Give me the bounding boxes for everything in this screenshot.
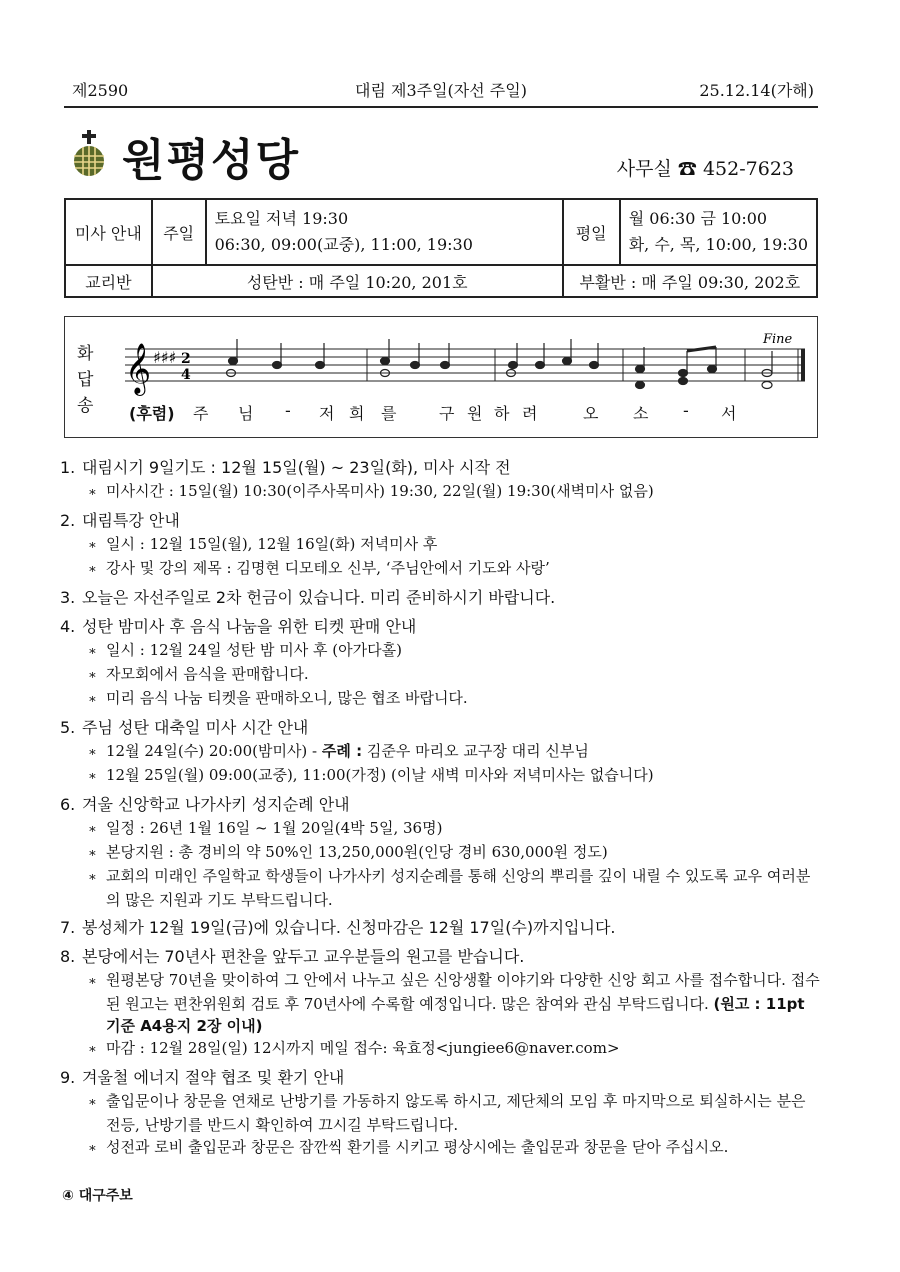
weekday-line-2: 화, 수, 목, 10:00, 19:30 xyxy=(628,235,808,254)
church-name: 원평성당 xyxy=(122,135,301,186)
psalm-label: 화 답 송 xyxy=(77,344,94,416)
mass-schedule-table xyxy=(64,198,818,298)
phone-icon: ☎ xyxy=(677,158,697,180)
weekday-label: 평일 xyxy=(563,199,620,265)
notice-detail: ∗ 마감 : 12월 28일(일) 12시까지 메일 접수: 육효정<jungiee6@naver.com> xyxy=(88,1039,620,1057)
lyric-syllable: 소 xyxy=(633,404,649,423)
notice-title: 3. 오늘은 자선주일로 2차 헌금이 있습니다. 미리 준비하시기 바랍니다. xyxy=(60,588,556,607)
lyric-syllable: 주 xyxy=(193,404,209,423)
issue-number: 제2590 xyxy=(72,81,129,100)
header-divider xyxy=(64,106,818,108)
notice-title: 1. 대림시기 9일기도 : 12월 15일(월) ~ 23일(화), 미사 시작 전 xyxy=(60,458,511,477)
liturgical-title: 대림 제3주일(자선 주일) xyxy=(355,81,527,100)
notice-item xyxy=(60,793,822,911)
treble-clef-icon: 𝄞 xyxy=(125,343,152,394)
header-bar xyxy=(64,74,818,104)
notice-detail: ∗ 원평본당 70년을 맞이하여 그 안에서 나누고 싶은 신앙생활 이야기와 다양한 신앙 회고 사를 접수합니다. 접수된 원고는 편찬위원회 검토 후 70년사에 수록할 예정입니다. 많은 참여와 관심 부탁드립니다. (원고 : 11pt 기준 A4용지 2장 이내) xyxy=(88,971,820,1035)
issue-date: 25.12.14(가해) xyxy=(699,81,814,100)
music-staff xyxy=(115,323,815,397)
catechism-label: 교리반 xyxy=(65,265,152,297)
office-label: 사무실 xyxy=(616,158,672,180)
notice-item xyxy=(60,509,822,581)
lyric-syllable: - xyxy=(683,401,689,420)
weekday-line-1: 월 06:30 금 10:00 xyxy=(628,209,768,228)
responsorial-psalm xyxy=(64,316,818,438)
svg-text:4: 4 xyxy=(181,367,191,383)
notice-title: 9. 겨울철 에너지 절약 협조 및 환기 안내 xyxy=(60,1068,345,1087)
notice-detail: ∗ 강사 및 강의 제목 : 김명현 디모테오 신부, ‘주님안에서 기도와 사랑’ xyxy=(88,559,550,577)
notice-detail: ∗ 미사시간 : 15일(월) 10:30(이주사목미사) 19:30, 22일(월) 19:30(새벽미사 없음) xyxy=(88,482,654,500)
lyric-syllable: 구 xyxy=(439,404,455,423)
church-logo-icon xyxy=(66,128,112,178)
lyric-syllable: 를 xyxy=(381,404,397,423)
notice-title: 7. 봉성체가 12월 19일(금)에 있습니다. 신청마감은 12월 17일(수)까지입니다. xyxy=(60,918,616,937)
notice-title: 6. 겨울 신앙학교 나가사키 성지순례 안내 xyxy=(60,795,350,814)
notice-detail: ∗ 12월 24일(수) 20:00(밤미사) - 주례 : 김준우 마리오 교구장 대리 신부님 xyxy=(88,742,589,760)
sunday-line-2: 06:30, 09:00(교중), 11:00, 19:30 xyxy=(214,235,473,254)
lyric-syllable: 저 xyxy=(319,404,335,423)
footer-label: ④ 대구주보 xyxy=(62,1188,133,1204)
office-contact xyxy=(617,154,794,181)
lyric-syllable: 원 xyxy=(467,404,483,423)
notice-detail: ∗ 출입문이나 창문을 연채로 난방기를 가동하지 않도록 하시고, 제단체의 모임 후 마지막으로 퇴실하시는 분은 전등, 난방기를 반드시 확인하여 끄시길 부탁드립니다. xyxy=(88,1092,806,1134)
notice-detail: ∗ 성전과 로비 출입문과 창문은 잠깐씩 환기를 시키고 평상시에는 출입문과 창문을 닫아 주십시오. xyxy=(88,1138,729,1156)
notice-item xyxy=(60,916,822,940)
time-signature: 2 xyxy=(181,351,191,367)
sunday-times xyxy=(206,199,563,265)
notice-detail: ∗ 본당지원 : 총 경비의 약 50%인 13,250,000원(인당 경비 630,000원 정도) xyxy=(88,843,608,861)
refrain-label: (후렴) xyxy=(129,404,175,423)
lyric-syllable: - xyxy=(285,401,291,420)
christmas-class: 성탄반 : 매 주일 10:20, 201호 xyxy=(152,265,563,297)
lyric-syllable: 님 xyxy=(238,404,254,423)
notice-detail: ∗ 12월 25일(월) 09:00(교중), 11:00(가정) (이날 새벽 미사와 저녁미사는 없습니다) xyxy=(88,766,654,784)
key-signature: ♯♯♯ xyxy=(153,348,177,367)
easter-class: 부활반 : 매 주일 09:30, 202호 xyxy=(563,265,817,297)
lyric-syllable: 서 xyxy=(721,404,737,423)
lyric-syllable: 하 xyxy=(494,404,510,423)
mass-label: 미사 안내 xyxy=(65,199,152,265)
sunday-line-1: 토요일 저녁 19:30 xyxy=(214,209,349,228)
notice-detail: ∗ 미리 음식 나눔 티켓을 판매하오니, 많은 협조 바랍니다. xyxy=(88,689,468,707)
notice-item xyxy=(60,615,822,711)
notice-detail: ∗ 자모회에서 음식을 판매합니다. xyxy=(88,665,309,683)
notice-list xyxy=(60,456,822,1165)
notice-item xyxy=(60,945,822,1061)
psalm-lyrics xyxy=(125,401,815,425)
notice-title: 4. 성탄 밤미사 후 음식 나눔을 위한 티켓 판매 안내 xyxy=(60,617,417,636)
fine-mark: Fine xyxy=(763,332,793,347)
notice-title: 5. 주님 성탄 대축일 미사 시간 안내 xyxy=(60,718,309,737)
lyric-syllable: 오 xyxy=(583,404,599,423)
notice-item xyxy=(60,586,822,610)
notice-detail: ∗ 교회의 미래인 주일학교 학생들이 나가사키 성지순례를 통해 신앙의 뿌리를 깊이 내릴 수 있도록 교우 여러분의 많은 지원과 기도 부탁드립니다. xyxy=(88,867,811,909)
notice-item xyxy=(60,1066,822,1160)
notice-detail: ∗ 일정 : 26년 1월 16일 ~ 1월 20일(4박 5일, 36명) xyxy=(88,819,443,837)
lyric-syllable: 려 xyxy=(522,404,538,423)
notice-detail: ∗ 일시 : 12월 15일(월), 12월 16일(화) 저녁미사 후 xyxy=(88,535,438,553)
sunday-label: 주일 xyxy=(152,199,206,265)
notice-detail: ∗ 일시 : 12월 24일 성탄 밤 미사 후 (아가다홀) xyxy=(88,641,402,659)
office-phone: 452-7623 xyxy=(702,158,794,180)
lyric-syllable: 희 xyxy=(349,404,365,423)
notice-title: 8. 본당에서는 70년사 편찬을 앞두고 교우분들의 원고를 받습니다. xyxy=(60,947,525,966)
notice-item xyxy=(60,716,822,788)
notice-item xyxy=(60,456,822,504)
weekday-times xyxy=(620,199,817,265)
notice-title: 2. 대림특강 안내 xyxy=(60,511,180,530)
